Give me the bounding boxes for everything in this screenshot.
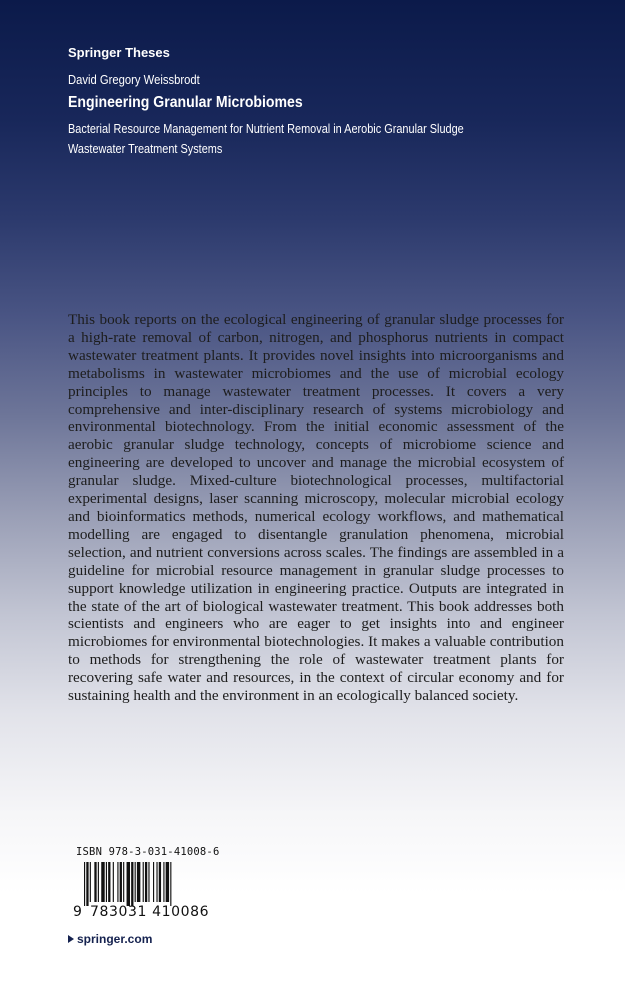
blurb-text: This book reports on the ecological engineering of granular sludge processes for a high-rate removal of carbon, nitrogen, and phosphorus nutrients in compact wastewater treatment plants. It provides novel insights into microorganisms and metabolisms in wastewater microbiomes and the use of microbial ecology principles to manage wastewater treatment processes. It covers a very comprehensive and inter-disciplinary research of systems microbiology and environmental biotechnology. From the initial economic assessment of the aerobic granular sludge technology, concepts of microbiome science and engineering are developed to uncover and manage the microbial ecosystem of granular sludge. Mixed-culture biotechnological processes, multifactorial experimental designs, laser scanning microscopy, molecular microbial ecology and bioinformatics methods, numerical ecology workflows, and mathematical modelling are engaged to disentangle granulation phenomena, microbial selection, and nutrient conversions across scales. The findings are assembled in a guideline for microbial resource management in granular sludge processes to support knowledge utilization in engineering practice. Outputs are integrated in the state of the art of biological wastewater treatment. This book addresses both scientists and engineers who are eager to get insights into and engineer microbiomes for environmental biotechnologies. It makes a valuable contribution to methods for strengthening the role of wastewater treatment plants for recovering safe water and resources, in the context of circular economy and for sustaining health and the environment in an ecologically balanced society.	[68, 311, 564, 705]
publisher-url: springer.com	[77, 932, 153, 946]
barcode-digits: 783031 410086	[90, 904, 210, 920]
publisher-link[interactable]	[68, 932, 152, 946]
barcode-bars	[84, 862, 222, 906]
book-title: Engineering Granular Microbiomes	[68, 94, 303, 111]
book-subtitle: Bacterial Resource Management for Nutrient Removal in Aerobic Granular Sludge Wastewater Treatment Systems	[68, 121, 464, 156]
barcode-first-digit: 9	[73, 904, 82, 920]
arrow-right-icon	[68, 935, 74, 943]
isbn-label: ISBN 978-3-031-41008-6	[76, 846, 220, 858]
author-name: David Gregory Weissbrodt	[68, 73, 200, 87]
series-name: Springer Theses	[68, 45, 170, 60]
